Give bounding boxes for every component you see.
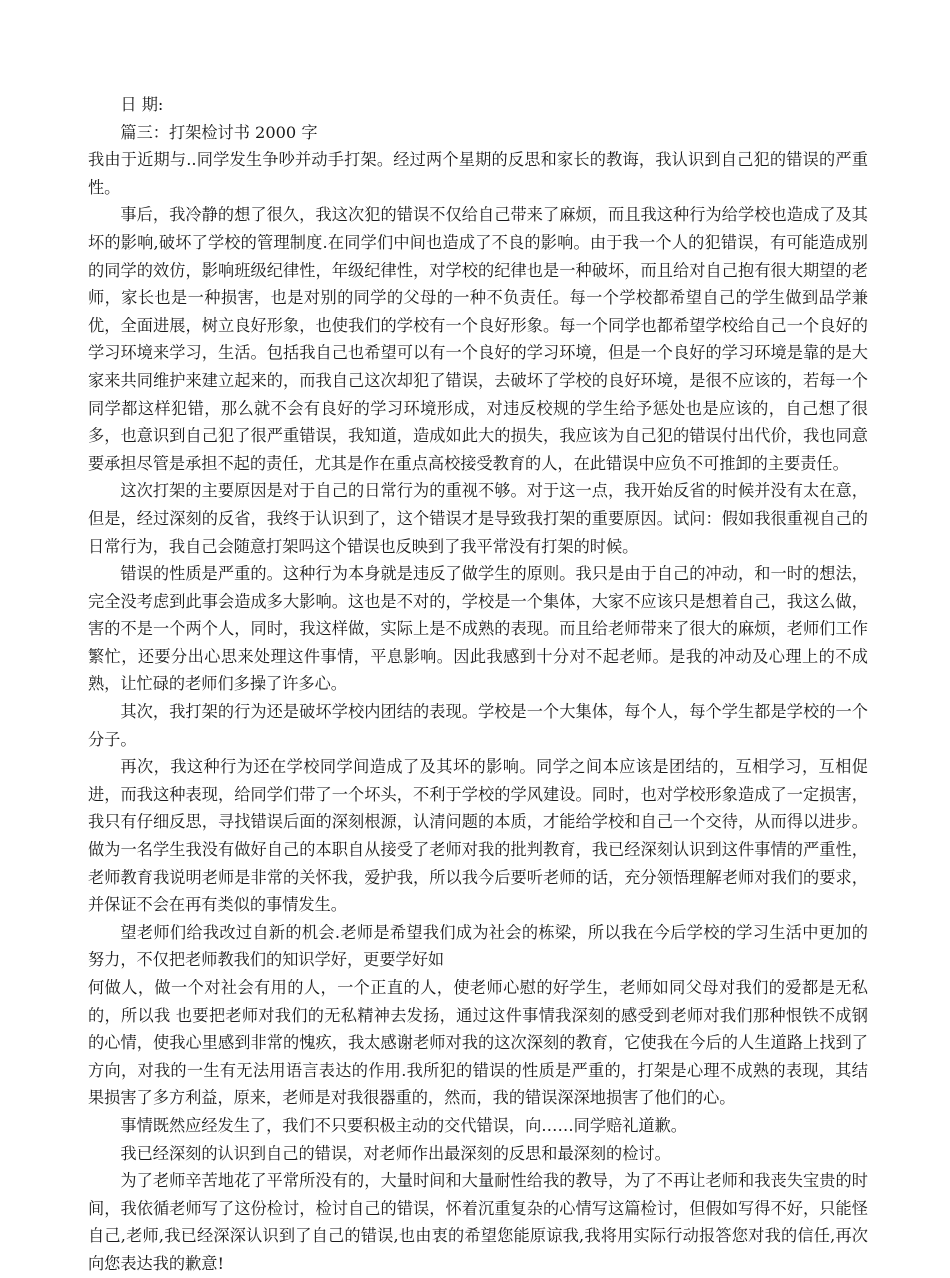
paragraph: 我由于近期与..同学发生争吵并动手打架。经过两个星期的反思和家长的教诲，我认识到自己犯的错误的严重性。	[88, 150, 868, 197]
paragraph: 为了老师辛苦地花了平常所没有的，大量时间和大量耐性给我的教导，为了不再让老师和我丧失宝贵的时间，我依循老师写了这份检讨，检讨自己的错误，怀着沉重复杂的心情写这篇检讨，但假如写得不好，只能怪自己,老师,我已经深深认识到了自己的错误,也由衷的希望您能原谅我,我将用实际行动报答您对我的信任,再次向您表达我的歉意!	[88, 1171, 868, 1273]
date-label: 日 期:	[120, 95, 164, 114]
paragraph: 事情既然应经发生了，我们不只要积极主动的交代错误，向……同学赔礼道歉。	[120, 1115, 687, 1135]
paragraph: 事后，我冷静的想了很久，我这次犯的错误不仅给自己带来了麻烦，而且我这种行为给学校也造成了及其坏的影响,破坏了学校的管理制度.在同学们中间也造成了不良的影响。由于我一个人的犯错误，有可能造成别的同学的效仿，影响班级纪律性，年级纪律性，对学校的纪律也是一种破坏，而且给对自己抱有很大期望的老师，家长也是一种损害，也是对别的同学的父母的一种不负责任。每一个学校都希望自己的学生做到品学兼优，全面进展，树立良好形象，也使我们的学校有一个良好形象。每一个同学也都希望学校给自己一个良好的学习环境来学习，生活。包括我自己也希望可以有一个良好的学习环境，但是一个良好的学习环境是靠的是大家来共同维护来建立起来的，而我自己这次却犯了错误，去破坏了学校的良好环境，是很不应该的，若每一个同学都这样犯错，那么就不会有良好的学习环境形成，对违反校规的学生给予惩处也是应该的，自己想了很多，也意识到自己犯了很严重错误，我知道，造成如此大的损失，我应该为自己犯的错误付出代价，我也同意要承担尽管是承担不起的责任，尤其是作在重点高校接受教育的人，在此错误中应负不可推卸的主要责任。	[88, 205, 868, 473]
document-body	[88, 146, 868, 1277]
paragraph: 望老师们给我改过自新的机会.老师是希望我们成为社会的栋梁，所以我在今后学校的学习生活中更加的努力，不仅把老师教我们的知识学好，更要学好如	[88, 922, 868, 970]
paragraph: 我已经深刻的认识到自己的错误，对老师作出最深刻的反思和最深刻的检讨。	[120, 1143, 671, 1163]
paragraph: 其次，我打架的行为还是破坏学校内团结的表现。学校是一个大集体，每个人，每个学生都是学校的一个分子。	[88, 702, 868, 749]
paragraph: 这次打架的主要原因是对于自己的日常行为的重视不够。对于这一点，我开始反省的时候并没有太在意，但是，经过深刻的反省，我终于认识到了，这个错误才是导致我打架的重要原因。试问：假如我很重视自己的日常行为，我自己会随意打架吗这个错误也反映到了我平常没有打架的时候。	[88, 481, 868, 556]
paragraph: 错误的性质是严重的。这种行为本身就是违反了做学生的原则。我只是由于自己的冲动，和一时的想法，完全没考虑到此事会造成多大影响。这也是不对的，学校是一个集体，大家不应该只是想着自己，我这么做，害的不是一个两个人，同时，我这样做，实际上是不成熟的表现。而且给老师带来了很大的麻烦，老师们工作繁忙，还要分出心思来处理这件事情，平息影响。因此我感到十分对不起老师。是我的冲动及心理上的不成熟，让忙碌的老师们多操了许多心。	[88, 564, 868, 694]
paragraph: 何做人，做一个对社会有用的人，一个正直的人，使老师心慰的好学生，老师如同父母对我们的爱都是无私的，所以我 也要把老师对我们的无私精神去发扬，通过这件事情我深刻的感受到老师对我们那种恨铁不成钢的心情，使我心里感到非常的愧疚，我太感谢老师对我的这次深刻的教育，它使我在今后的人生道路上找到了方向，对我的一生有无法用语言表达的作用.我所犯的错误的性质是严重的，打架是心理不成熟的表现，其结果损害了多方利益，原来，老师是对我很器重的，然而，我的错误深深地损害了他们的心。	[88, 978, 868, 1108]
section-title: 篇三：打架检讨书 2000 字	[120, 122, 318, 142]
document-page	[88, 91, 868, 1278]
paragraph: 再次，我这种行为还在学校同学间造成了及其坏的影响。同学之间本应该是团结的，互相学习，互相促进，而我这种表现，给同学们带了一个坏头，不利于学校的学风建设。同时，也对学校形象造成了一定损害，我只有仔细反思，寻找错误后面的深刻根源，认清问题的本质，才能给学校和自己一个交待，从而得以进步。做为一名学生我没有做好自己的本职自从接受了老师对我的批判教育，我已经深刻认识到这件事情的严重性，老师教育我说明老师是非常的关怀我，爱护我，所以我今后要听老师的话，充分领悟理解老师对我们的要求，并保证不会在再有类似的事情发生。	[88, 757, 868, 915]
